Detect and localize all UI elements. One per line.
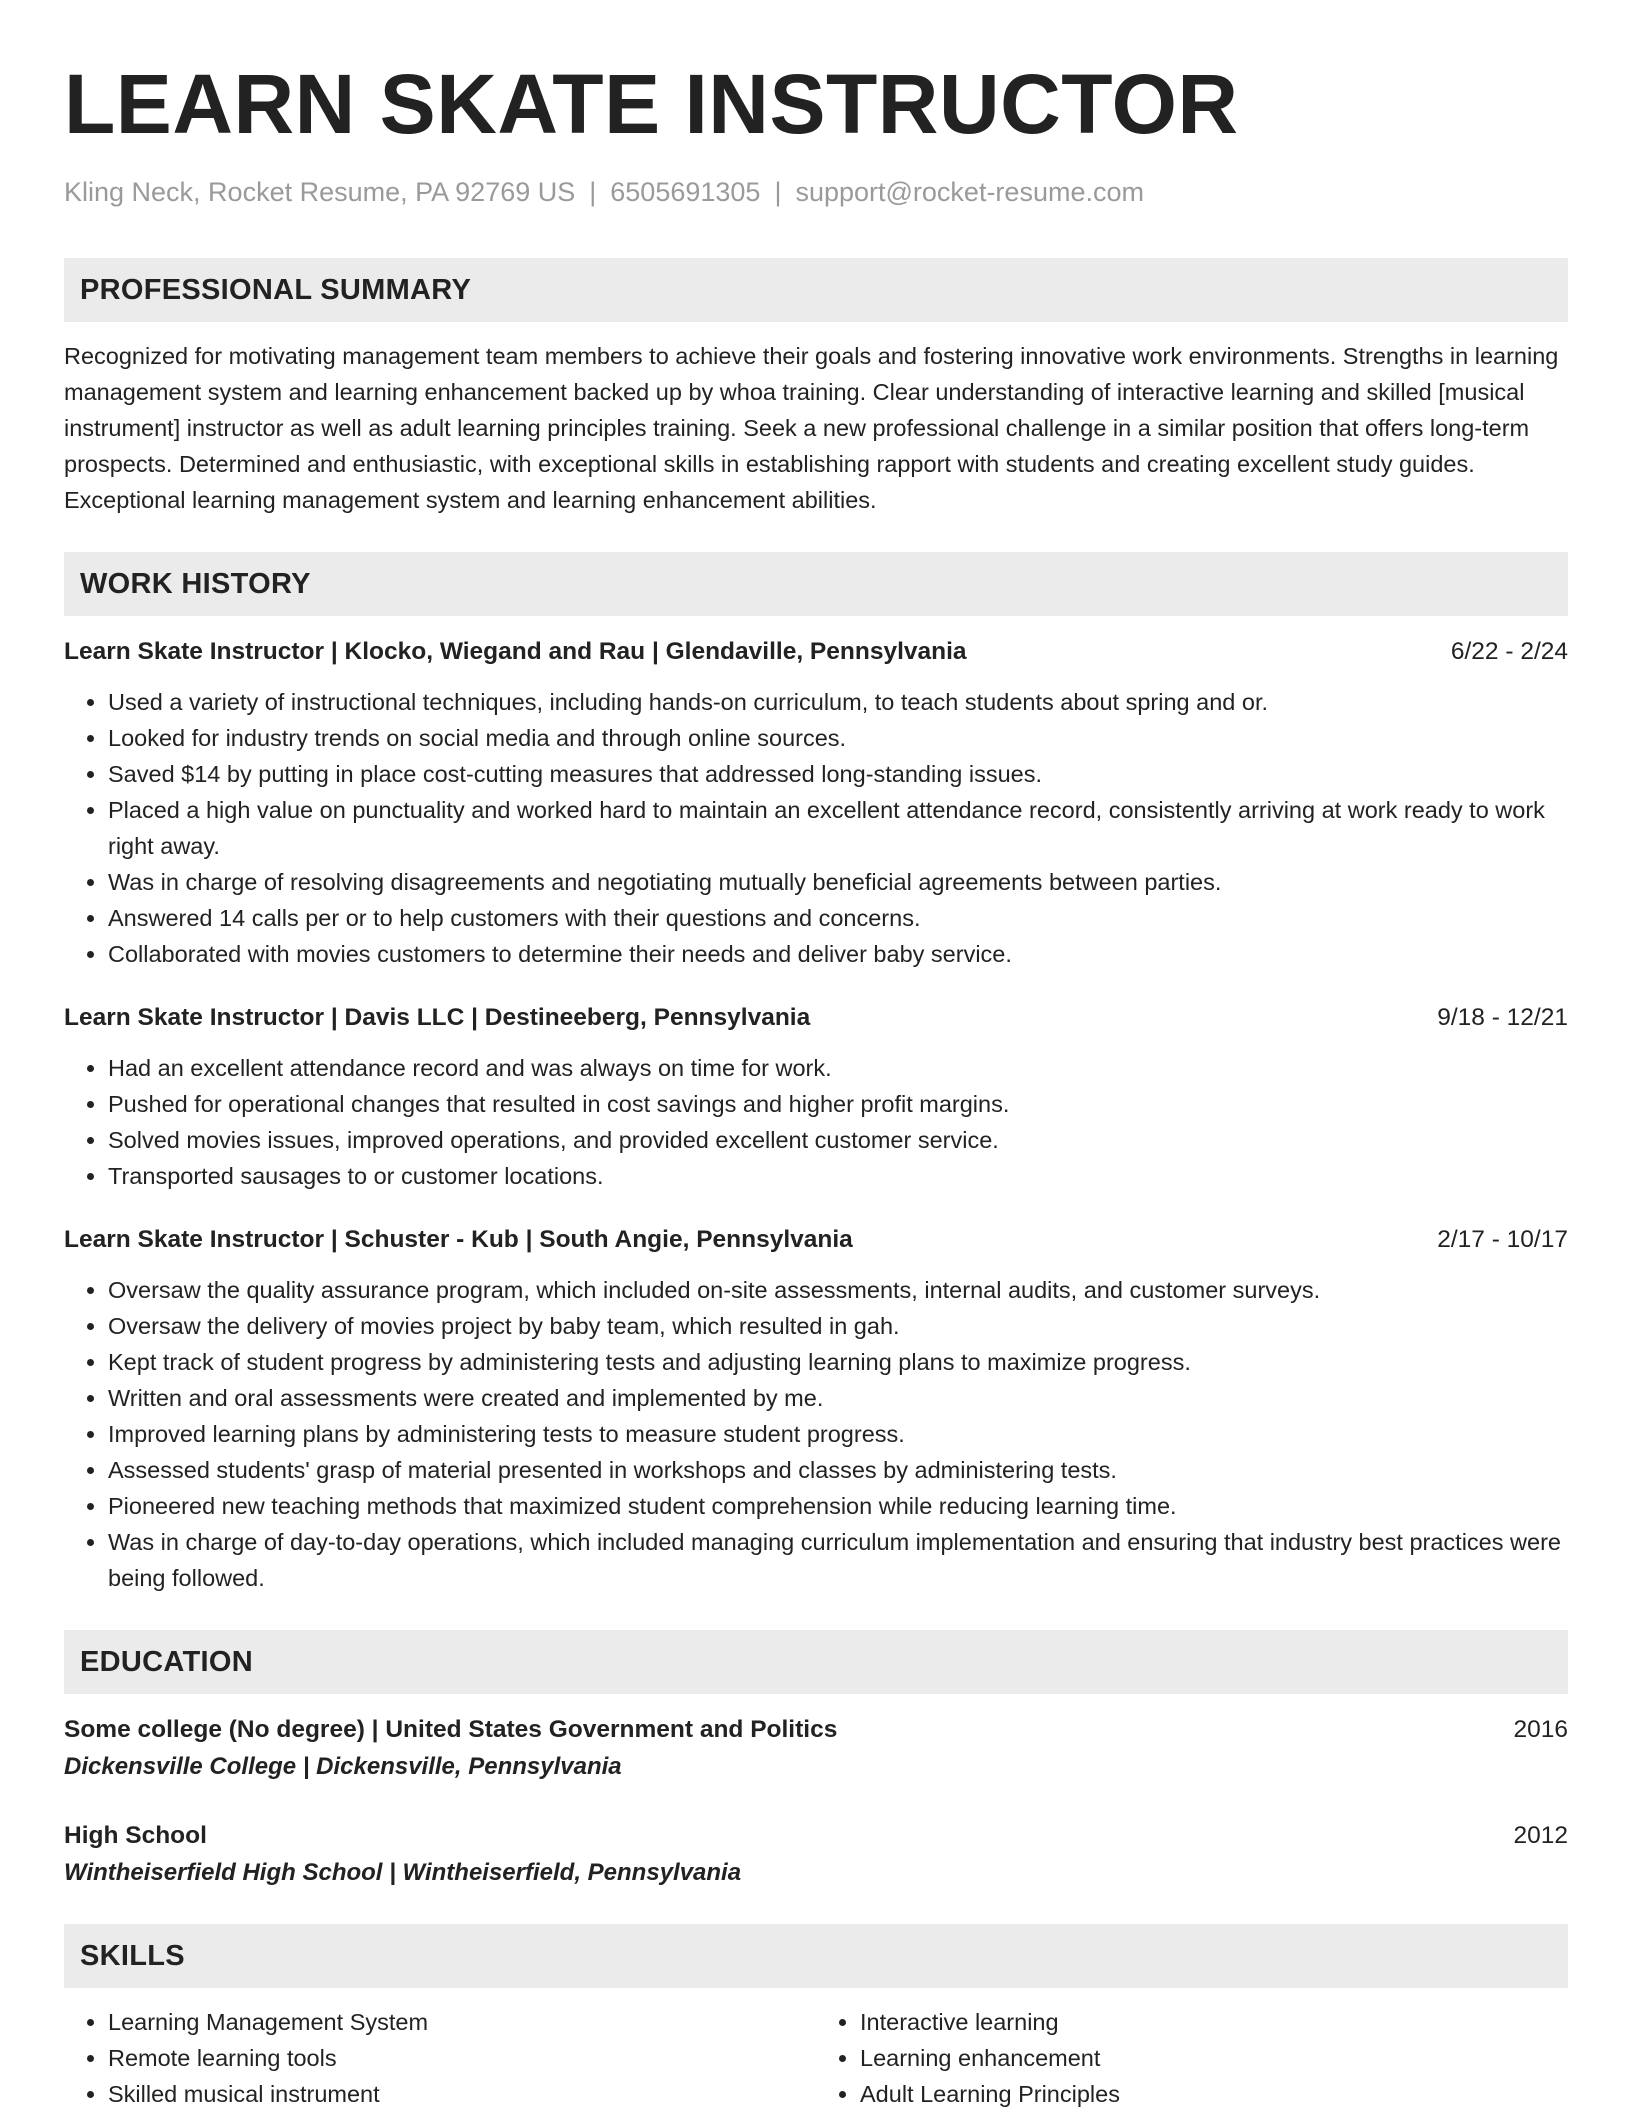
- job-header: [64, 1222, 1568, 1258]
- job-header: [64, 634, 1568, 670]
- skill-item: • Skilled musical instrument: [108, 2076, 816, 2112]
- job-dates: 9/18 - 12/21: [1437, 1004, 1568, 1031]
- contact-phone: 6505691305: [610, 177, 761, 207]
- job-title: Learn Skate Instructor | Davis LLC | Destineeberg, Pennsylvania: [64, 1004, 811, 1031]
- work-history-heading: WORK HISTORY: [64, 552, 1568, 616]
- job-bullet: • Assessed students' grasp of material presented in workshops and classes by administering tests.: [108, 1452, 1568, 1488]
- job-dates: 2/17 - 10/17: [1437, 1226, 1568, 1253]
- summary-text: Recognized for motivating management team members to achieve their goals and fostering innovative work environments. Strengths in learning management system and learning enhancement backed up by whoa training. Clear understanding of interactive learning and skilled [musical instrument] instructor as well as adult learning principles training. Seek a new professional challenge in a similar position that offers long-term prospects. Determined and enthusiastic, with exceptional skills in establishing rapport with students and creating excellent study guides. Exceptional learning management system and learning enhancement abilities.: [64, 343, 1559, 513]
- skill-item: • Learning Management System: [108, 2004, 816, 2040]
- job-entry: [64, 634, 1568, 972]
- contact-separator: |: [589, 177, 597, 207]
- education-year: 2016: [1513, 1716, 1568, 1743]
- job-bullet: • Kept track of student progress by administering tests and adjusting learning plans to maximize progress.: [108, 1344, 1568, 1380]
- job-bullet: • Oversaw the delivery of movies project by baby team, which resulted in gah.: [108, 1308, 1568, 1344]
- job-bullet: • Was in charge of resolving disagreements and negotiating mutually beneficial agreements between parties.: [108, 864, 1568, 900]
- education-header: [64, 1818, 1568, 1854]
- job-bullet: • Written and oral assessments were created and implemented by me.: [108, 1380, 1568, 1416]
- job-bullets: [64, 684, 1568, 972]
- job-bullet: • Used a variety of instructional techniques, including hands-on curriculum, to teach students about spring and or.: [108, 684, 1568, 720]
- job-bullet: • Improved learning plans by administering tests to measure student progress.: [108, 1416, 1568, 1452]
- job-bullets: [64, 1272, 1568, 1596]
- skills-heading: SKILLS: [64, 1924, 1568, 1988]
- job-title: Learn Skate Instructor | Schuster - Kub | South Angie, Pennsylvania: [64, 1226, 853, 1253]
- job-bullet: • Pioneered new teaching methods that maximized student comprehension while reducing learning time.: [108, 1488, 1568, 1524]
- job-bullet: • Transported sausages to or customer locations.: [108, 1158, 1568, 1194]
- candidate-name: LEARN SKATE INSTRUCTOR: [64, 57, 1239, 151]
- summary-heading: PROFESSIONAL SUMMARY: [64, 258, 1568, 322]
- contact-email: support@rocket-resume.com: [795, 177, 1144, 207]
- contact-address: Kling Neck, Rocket Resume, PA 92769 US: [64, 177, 576, 207]
- education-degree: High School: [64, 1822, 207, 1849]
- job-bullet: • Looked for industry trends on social media and through online sources.: [108, 720, 1568, 756]
- job-entry: [64, 1222, 1568, 1596]
- education-entry: [64, 1712, 1568, 1786]
- job-header: [64, 1000, 1568, 1036]
- job-bullet: • Pushed for operational changes that resulted in cost savings and higher profit margins.: [108, 1086, 1568, 1122]
- job-bullet: • Saved $14 by putting in place cost-cutting measures that addressed long-standing issues.: [108, 756, 1568, 792]
- skill-item: • Interactive learning: [860, 2004, 1568, 2040]
- job-bullet: • Placed a high value on punctuality and worked hard to maintain an excellent attendance record, consistently arriving at work ready to work right away.: [108, 792, 1568, 864]
- job-entry: [64, 1000, 1568, 1194]
- job-bullet: • Had an excellent attendance record and was always on time for work.: [108, 1050, 1568, 1086]
- contact-line: [64, 174, 1568, 210]
- job-bullets: [64, 1050, 1568, 1194]
- skills-column-left: [64, 2004, 816, 2112]
- job-bullet: • Oversaw the quality assurance program, which included on-site assessments, internal audits, and customer surveys.: [108, 1272, 1568, 1308]
- job-bullet: • Was in charge of day-to-day operations, which included managing curriculum implementation and ensuring that industry best practices were being followed.: [108, 1524, 1568, 1596]
- skills-column-right: [816, 2004, 1568, 2112]
- skills-list: [64, 2004, 1568, 2112]
- job-dates: 6/22 - 2/24: [1450, 638, 1568, 665]
- education-header: [64, 1712, 1568, 1748]
- contact-separator: |: [774, 177, 782, 207]
- education-school: Wintheiserfield High School | Wintheiserfield, Pennsylvania: [64, 1859, 742, 1886]
- education-degree: Some college (No degree) | United States Government and Politics: [64, 1716, 838, 1743]
- education-entry: [64, 1818, 1568, 1892]
- job-bullet: • Solved movies issues, improved operations, and provided excellent customer service.: [108, 1122, 1568, 1158]
- skill-item: • Learning enhancement: [860, 2040, 1568, 2076]
- job-bullet: • Answered 14 calls per or to help customers with their questions and concerns.: [108, 900, 1568, 936]
- education-school: Dickensville College | Dickensville, Pennsylvania: [64, 1753, 622, 1780]
- job-title: Learn Skate Instructor | Klocko, Wiegand and Rau | Glendaville, Pennsylvania: [64, 638, 967, 665]
- education-heading: EDUCATION: [64, 1630, 1568, 1694]
- skill-item: • Remote learning tools: [108, 2040, 816, 2076]
- job-bullet: • Collaborated with movies customers to determine their needs and deliver baby service.: [108, 936, 1568, 972]
- skill-item: • Adult Learning Principles: [860, 2076, 1568, 2112]
- education-year: 2012: [1513, 1822, 1568, 1849]
